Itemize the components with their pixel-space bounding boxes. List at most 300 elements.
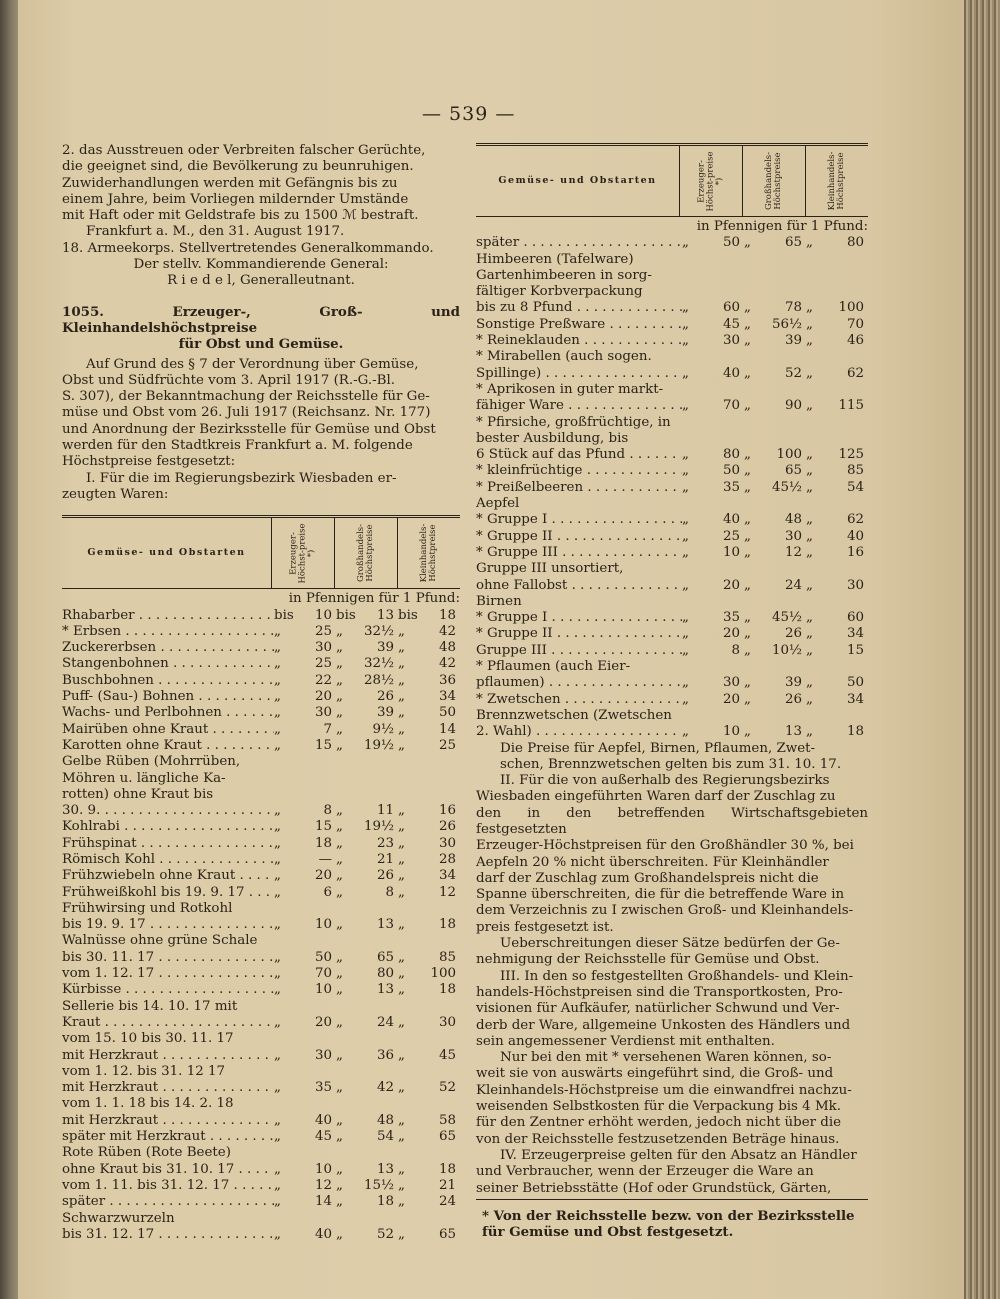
row-label: 6 Stück auf das Pfund . . . xyxy=(476,447,682,463)
wholesale-price-cell xyxy=(744,692,806,708)
page-number: — 539 — xyxy=(422,103,516,125)
row-label: mit Herzkraut . . . xyxy=(62,1113,274,1129)
text-line: schen, Brennzwetschen gelten bis zum 31. 10. 17. xyxy=(500,756,842,772)
producer-price-cell xyxy=(682,480,744,496)
table-row xyxy=(476,317,868,333)
text-line: Spanne überschreiten, die für die betreffende Ware in xyxy=(476,887,845,903)
price-value: 26 xyxy=(376,868,394,884)
price-value: 39 xyxy=(784,333,802,349)
price-prefix: „ xyxy=(336,623,343,639)
table-row xyxy=(62,1113,460,1129)
text-line: Nur bei den mit * versehenen Waren können, so- xyxy=(500,1050,832,1066)
producer-price-cell xyxy=(274,1194,336,1210)
price-prefix: „ xyxy=(336,835,343,851)
text-line: Die Preise für Aepfel, Birnen, Pflaumen, Zwet- xyxy=(500,740,816,756)
row-label: Walnüsse ohne grüne Schale xyxy=(62,933,258,949)
table-row xyxy=(476,366,868,382)
row-label: Gartenhimbeeren in sorg- xyxy=(476,267,652,283)
price-prefix: „ xyxy=(806,447,813,463)
wholesale-price-cell xyxy=(744,675,806,691)
text-line: handels-Höchstpreisen sind die Transportkosten, Pro- xyxy=(476,984,843,1000)
retail-price-cell xyxy=(398,1113,460,1129)
row-label: rotten) ohne Kraut bis xyxy=(62,786,214,802)
price-value: 34 xyxy=(846,691,864,707)
price-prefix: „ xyxy=(682,626,689,642)
price-value: 45 xyxy=(722,316,740,332)
text-line: sein angemessener Verdienst mit enthalten. xyxy=(476,1033,775,1049)
price-prefix: „ xyxy=(806,365,813,381)
price-value: 30 xyxy=(314,640,332,656)
price-value: 62 xyxy=(846,512,864,528)
price-prefix: „ xyxy=(274,819,281,835)
paragraph-asterisk-items xyxy=(476,1050,868,1148)
retail-price-cell xyxy=(806,300,868,316)
retail-price-cell xyxy=(806,626,868,642)
wholesale-price-cell xyxy=(336,608,398,624)
price-prefix: „ xyxy=(744,642,751,658)
price-prefix: „ xyxy=(744,463,751,479)
price-value: 30 xyxy=(314,1047,332,1063)
date-line: Frankfurt a. M., den 31. August 1917. xyxy=(86,224,345,240)
signature-title: Der stellv. Kommandierende General: xyxy=(133,257,389,273)
price-prefix: „ xyxy=(336,1047,343,1063)
row-label: 30. 9. . . . xyxy=(62,803,274,819)
row-label: * Zwetschen . . . xyxy=(476,692,682,708)
table-row xyxy=(476,512,868,528)
price-prefix: „ xyxy=(398,689,405,705)
table-row xyxy=(62,868,460,884)
price-value: 48 xyxy=(784,512,802,528)
wholesale-price-cell xyxy=(336,738,398,754)
price-value: 8 xyxy=(385,884,394,900)
price-prefix: „ xyxy=(274,640,281,656)
text-line: Kleinhandels-Höchstpreise um die einwandfrei nachzu- xyxy=(476,1082,852,1098)
table-row xyxy=(62,803,460,819)
header-producer-price: Erzeuger-Höchst-preise *) xyxy=(288,523,317,584)
producer-price-cell xyxy=(682,692,744,708)
price-prefix: „ xyxy=(744,528,751,544)
row-label: Wachs- und Perlbohnen . . . xyxy=(62,705,274,721)
price-value: 36 xyxy=(438,672,456,688)
row-label: Gruppe III unsortiert, xyxy=(476,561,624,577)
price-value: 13 xyxy=(376,607,394,623)
price-prefix: „ xyxy=(398,835,405,851)
price-value: 30 xyxy=(722,333,740,349)
text-line: und Anordnung der Bezirksstelle für Gemüse und Obst xyxy=(62,421,436,437)
price-value: 30 xyxy=(438,835,456,851)
row-label: Kürbisse . . . xyxy=(62,982,274,998)
retail-price-cell xyxy=(806,643,868,659)
price-value: 20 xyxy=(722,626,740,642)
price-value: 20 xyxy=(314,689,332,705)
table-row xyxy=(62,771,460,787)
row-label: später . . . xyxy=(476,235,682,251)
price-prefix: „ xyxy=(398,868,405,884)
price-value: 58 xyxy=(438,1112,456,1128)
text-line: Obst und Südfrüchte vom 3. April 1917 (R.-G.-Bl. xyxy=(62,372,396,388)
row-label: später mit Herzkraut . . . xyxy=(62,1129,274,1145)
price-prefix: „ xyxy=(398,672,405,688)
price-prefix: bis xyxy=(336,607,356,623)
price-value: 42 xyxy=(376,1080,394,1096)
producer-price-cell xyxy=(274,656,336,672)
table-row xyxy=(62,917,460,933)
price-value: 125 xyxy=(838,447,864,463)
price-value: 13 xyxy=(376,982,394,998)
text-line: mit Haft oder mit Geldstrafe bis zu 1500 ℳ bestraft. xyxy=(62,208,419,224)
wholesale-price-cell xyxy=(336,656,398,672)
row-label: später . . . xyxy=(62,1194,274,1210)
row-label: * Gruppe II . . . xyxy=(476,529,682,545)
wholesale-price-cell xyxy=(336,836,398,852)
text-line: darf der Zuschlag zum Großhandelspreis nicht die xyxy=(476,870,819,886)
text-line: für Gemüse und Obst festgesetzt. xyxy=(482,1224,734,1241)
wholesale-price-cell xyxy=(744,578,806,594)
table-row xyxy=(62,1096,460,1112)
price-value: 40 xyxy=(722,512,740,528)
price-prefix: „ xyxy=(274,689,281,705)
price-value: 52 xyxy=(376,1226,394,1242)
table-row xyxy=(476,415,868,431)
price-prefix: „ xyxy=(398,1161,405,1177)
text-line: IV. Erzeugerpreise gelten für den Absatz an Händler xyxy=(500,1147,857,1163)
producer-price-cell xyxy=(274,624,336,640)
row-label: Puff- (Sau-) Bohnen . . . xyxy=(62,689,274,705)
table-row xyxy=(62,999,460,1015)
paragraph-exceedance xyxy=(476,936,868,969)
table-row xyxy=(62,787,460,803)
price-prefix: „ xyxy=(274,705,281,721)
price-prefix: „ xyxy=(398,982,405,998)
units-line: in Pfennigen für 1 Pfund: xyxy=(288,591,460,607)
table-row xyxy=(62,1211,460,1227)
price-prefix: „ xyxy=(336,689,343,705)
table-row xyxy=(62,1064,460,1080)
price-value: 62 xyxy=(846,365,864,381)
price-prefix: „ xyxy=(274,835,281,851)
row-label: * kleinfrüchtige . . . xyxy=(476,463,682,479)
price-prefix: „ xyxy=(336,803,343,819)
row-label: Stangenbohnen . . . xyxy=(62,656,274,672)
row-label: * Pflaumen (auch Eier- xyxy=(476,659,631,675)
price-prefix: „ xyxy=(806,691,813,707)
price-value: 13 xyxy=(376,917,394,933)
price-value: 15 xyxy=(846,642,864,658)
retail-price-cell xyxy=(398,624,460,640)
price-prefix: „ xyxy=(398,917,405,933)
price-prefix: „ xyxy=(682,333,689,349)
table-row xyxy=(62,982,460,998)
producer-price-cell xyxy=(274,885,336,901)
table-row xyxy=(476,529,868,545)
text-line: zeugten Waren: xyxy=(62,486,169,502)
price-prefix: „ xyxy=(336,819,343,835)
table-row xyxy=(62,819,460,835)
price-prefix: „ xyxy=(744,626,751,642)
price-prefix: „ xyxy=(682,691,689,707)
producer-price-cell xyxy=(274,1129,336,1145)
price-prefix: „ xyxy=(806,724,813,740)
price-prefix: „ xyxy=(806,398,813,414)
producer-price-cell xyxy=(274,673,336,689)
price-value: 40 xyxy=(314,1226,332,1242)
price-prefix: „ xyxy=(806,300,813,316)
producer-price-cell xyxy=(682,578,744,594)
producer-price-cell xyxy=(274,1080,336,1096)
price-prefix: „ xyxy=(398,1112,405,1128)
table-row xyxy=(62,656,460,672)
section-title: 1055. Erzeuger-, Groß- und Kleinhandelshöchstpreise xyxy=(62,303,460,336)
price-value: 32½ xyxy=(363,656,394,672)
text-line: und Verbraucher, wenn der Erzeuger die Ware an xyxy=(476,1164,814,1180)
price-value: 45 xyxy=(314,1129,332,1145)
producer-price-cell xyxy=(682,317,744,333)
price-prefix: „ xyxy=(398,1226,405,1242)
retail-price-cell xyxy=(806,512,868,528)
price-prefix: „ xyxy=(336,982,343,998)
table-row xyxy=(476,643,868,659)
text-line: werden für den Stadtkreis Frankfurt a. M. folgende xyxy=(62,438,413,454)
price-prefix: „ xyxy=(682,675,689,691)
price-value: 48 xyxy=(438,640,456,656)
row-label: vom 1. 12. 17 . . . xyxy=(62,966,274,982)
price-prefix: „ xyxy=(336,884,343,900)
price-value: 36 xyxy=(376,1047,394,1063)
price-value: 19½ xyxy=(363,737,394,753)
retail-price-cell xyxy=(398,966,460,982)
price-value: 19½ xyxy=(363,819,394,835)
price-prefix: „ xyxy=(336,1194,343,1210)
producer-price-cell xyxy=(682,529,744,545)
price-prefix: „ xyxy=(336,1226,343,1242)
retail-price-cell xyxy=(398,705,460,721)
wholesale-price-cell xyxy=(744,480,806,496)
text-line: Ueberschreitungen dieser Sätze bedürfen der Ge- xyxy=(500,936,840,952)
price-value: 26 xyxy=(784,691,802,707)
retail-price-cell xyxy=(398,885,460,901)
table-row xyxy=(62,640,460,656)
price-prefix: „ xyxy=(744,300,751,316)
price-prefix: „ xyxy=(398,640,405,656)
table-row xyxy=(62,1227,460,1243)
price-prefix: „ xyxy=(744,512,751,528)
retail-price-cell xyxy=(398,1048,460,1064)
price-prefix: „ xyxy=(398,737,405,753)
table-row xyxy=(62,1145,460,1161)
retail-price-cell xyxy=(398,982,460,998)
price-prefix: „ xyxy=(806,463,813,479)
price-prefix: „ xyxy=(336,1129,343,1145)
price-value: 50 xyxy=(722,463,740,479)
text-line: seiner Betriebsstätte (Hof oder Grundstück, Gärten, xyxy=(476,1180,832,1196)
price-value: 65 xyxy=(376,949,394,965)
producer-price-cell xyxy=(274,1048,336,1064)
left-price-table xyxy=(62,608,460,1244)
table-row xyxy=(62,1194,460,1210)
price-prefix: „ xyxy=(274,656,281,672)
producer-price-cell xyxy=(682,447,744,463)
price-value: 80 xyxy=(376,966,394,982)
row-label: Sonstige Preßware . . . xyxy=(476,317,682,333)
retail-price-cell xyxy=(806,529,868,545)
row-label: * Mirabellen (auch sogen. xyxy=(476,349,652,365)
wholesale-price-cell xyxy=(744,643,806,659)
row-label: Möhren u. längliche Ka- xyxy=(62,770,226,786)
wholesale-price-cell xyxy=(336,689,398,705)
retail-price-cell xyxy=(398,950,460,966)
price-value: 70 xyxy=(722,398,740,414)
table-row xyxy=(476,610,868,626)
price-value: 65 xyxy=(784,463,802,479)
price-prefix: „ xyxy=(744,235,751,251)
table-row xyxy=(62,901,460,917)
table-row xyxy=(62,836,460,852)
price-value: 50 xyxy=(846,675,864,691)
price-prefix: „ xyxy=(682,528,689,544)
retail-price-cell xyxy=(398,1178,460,1194)
price-prefix: „ xyxy=(274,672,281,688)
row-label: * Gruppe III . . . xyxy=(476,545,682,561)
wholesale-price-cell xyxy=(744,626,806,642)
price-value: — xyxy=(318,851,332,867)
row-label: ohne Kraut bis 31. 10. 17 . . . xyxy=(62,1162,274,1178)
retail-price-cell xyxy=(398,819,460,835)
row-label: bis 19. 9. 17 . . . xyxy=(62,917,274,933)
retail-price-cell xyxy=(398,640,460,656)
left-table-header xyxy=(62,515,460,589)
price-value: 45½ xyxy=(771,479,802,495)
price-value: 8 xyxy=(731,642,740,658)
price-value: 30 xyxy=(846,577,864,593)
text-line: Höchstpreise festgesetzt: xyxy=(62,454,236,470)
table-row xyxy=(476,447,868,463)
price-prefix: „ xyxy=(398,721,405,737)
row-label: Birnen xyxy=(476,593,522,609)
table-row xyxy=(476,463,868,479)
price-value: 30 xyxy=(438,1014,456,1030)
decree-paragraph xyxy=(62,357,460,471)
table-row xyxy=(476,708,868,724)
retail-price-cell xyxy=(398,1227,460,1243)
price-value: 18 xyxy=(846,724,864,740)
text-line: die geeignet sind, die Bevölkerung zu beunruhigen. xyxy=(62,159,414,175)
row-label: Karotten ohne Kraut . . . xyxy=(62,738,274,754)
text-line: Zuwiderhandlungen werden mit Gefängnis bis zu xyxy=(62,175,398,191)
price-prefix: „ xyxy=(806,235,813,251)
row-label: * Gruppe I . . . xyxy=(476,512,682,528)
price-value: 52 xyxy=(784,365,802,381)
price-prefix: „ xyxy=(398,851,405,867)
table-row xyxy=(476,659,868,675)
price-prefix: „ xyxy=(806,642,813,658)
header-wholesale-price: Großhandels-Höchstpreise xyxy=(764,151,783,211)
producer-price-cell xyxy=(274,852,336,868)
price-prefix: „ xyxy=(274,623,281,639)
price-prefix: „ xyxy=(682,365,689,381)
price-prefix: „ xyxy=(744,675,751,691)
price-value: 20 xyxy=(722,691,740,707)
producer-price-cell xyxy=(274,803,336,819)
row-label: * Gruppe II . . . xyxy=(476,626,682,642)
producer-price-cell xyxy=(274,982,336,998)
price-prefix: „ xyxy=(682,235,689,251)
producer-price-cell xyxy=(274,640,336,656)
price-prefix: „ xyxy=(682,724,689,740)
producer-price-cell xyxy=(682,333,744,349)
retail-price-cell xyxy=(398,689,460,705)
table-row xyxy=(476,578,868,594)
table-row xyxy=(476,496,868,512)
header-item-column: Gemüse- und Obstarten xyxy=(87,547,246,559)
price-prefix: „ xyxy=(336,705,343,721)
wholesale-price-cell xyxy=(744,447,806,463)
price-value: 18 xyxy=(376,1194,394,1210)
validity-note xyxy=(476,741,868,774)
row-label: * Gruppe I . . . xyxy=(476,610,682,626)
wholesale-price-cell xyxy=(744,463,806,479)
table-row xyxy=(62,624,460,640)
section-subtitle: für Obst und Gemüse. xyxy=(178,336,344,353)
price-value: 28½ xyxy=(363,672,394,688)
price-prefix: „ xyxy=(682,300,689,316)
price-value: 10½ xyxy=(771,642,802,658)
row-label: mit Herzkraut . . . xyxy=(62,1048,274,1064)
price-value: 18 xyxy=(314,835,332,851)
price-prefix: „ xyxy=(398,884,405,900)
price-prefix: „ xyxy=(336,640,343,656)
price-value: 25 xyxy=(314,656,332,672)
price-prefix: „ xyxy=(682,642,689,658)
price-prefix: „ xyxy=(398,966,405,982)
text-line: derb der Ware, allgemeine Unkosten des Händlers und xyxy=(476,1017,851,1033)
price-value: 35 xyxy=(722,610,740,626)
price-value: 46 xyxy=(846,333,864,349)
price-value: 32½ xyxy=(363,623,394,639)
paragraph-III xyxy=(476,969,868,1050)
row-label: Brennzwetschen (Zwetschen xyxy=(476,707,672,723)
retail-price-cell xyxy=(806,692,868,708)
table-row xyxy=(476,545,868,561)
row-label: mit Herzkraut . . . xyxy=(62,1080,274,1096)
price-prefix: „ xyxy=(682,544,689,560)
table-row xyxy=(62,689,460,705)
row-label: vom 1. 1. 18 bis 14. 2. 18 xyxy=(62,1096,234,1112)
table-row xyxy=(62,1129,460,1145)
price-prefix: „ xyxy=(806,626,813,642)
row-label: Rhabarber . . . xyxy=(62,608,274,624)
header-wholesale-price: Großhandels-Höchstpreise xyxy=(356,524,375,583)
price-prefix: „ xyxy=(806,333,813,349)
text-line: II. Für die von außerhalb des Regierungsbezirks xyxy=(500,773,830,789)
producer-price-cell xyxy=(274,950,336,966)
price-prefix: bis xyxy=(274,607,294,623)
wholesale-price-cell xyxy=(336,885,398,901)
price-value: 48 xyxy=(376,1112,394,1128)
price-value: 10 xyxy=(314,917,332,933)
price-prefix: „ xyxy=(682,610,689,626)
price-value: 15½ xyxy=(363,1177,394,1193)
price-value: 85 xyxy=(846,463,864,479)
price-value: 10 xyxy=(314,982,332,998)
wholesale-price-cell xyxy=(336,1048,398,1064)
wholesale-price-cell xyxy=(336,852,398,868)
row-label: 2. Wahl) . . . xyxy=(476,724,682,740)
price-prefix: „ xyxy=(336,917,343,933)
producer-price-cell xyxy=(274,917,336,933)
paragraph-IV xyxy=(476,1148,868,1197)
price-value: 42 xyxy=(438,656,456,672)
price-value: 40 xyxy=(722,365,740,381)
